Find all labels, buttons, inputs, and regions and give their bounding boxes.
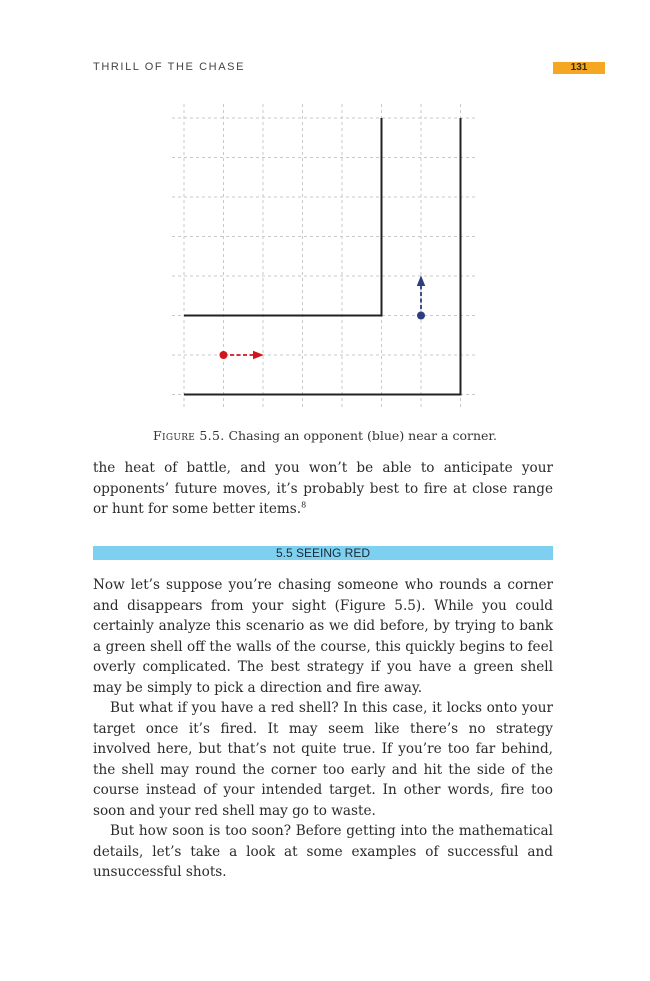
footnote-marker: 8 [301,500,307,510]
body-text [93,575,553,883]
inner-wall [184,118,382,316]
player-marker [220,351,228,359]
figure-corner-chase [160,98,490,418]
figure-caption [0,428,650,443]
continued-paragraph-text: the heat of battle, and you won’t be able to anticipate your opponents’ future moves, it’s probably best to fire at close range or hunt for some better items. [93,460,553,517]
paragraph-2: But what if you have a red shell? In this case, it locks onto your target once it’s fired. It may seem like there’s no strategy involved here, but that’s not quite true. If you’re too far behind, the shell may round the corner too early and hit the side of the course instead of your intended target. In other words, fire too soon and your red shell may go to waste. [93,700,553,819]
section-title: SEEING RED [296,546,371,560]
figure-label: Figure 5.5. [153,428,225,443]
paragraph-1: Now let’s suppose you’re chasing someone who rounds a corner and disappears from your sight (Figure 5.5). While you could certainly analyze this scenario as we did before, by trying to bank a green shell off the walls of the course, this quickly begins to feel overly complicated. The best strategy if you have a green shell may be simply to pick a direction and fire away. [93,577,553,696]
figure-caption-text: Chasing an opponent (blue) near a corner. [228,428,497,443]
running-title: THRILL OF THE CHASE [93,61,246,73]
continued-paragraph [93,458,553,520]
figure-diagram [160,98,490,418]
paragraph-3: But how soon is too soon? Before getting into the mathematical details, let’s take a look at some examples of successful and unsuccessful shots. [93,823,553,880]
opponent-marker [417,312,425,320]
section-heading [93,546,553,560]
page-number: 131 [553,62,605,74]
section-number: 5.5 [275,546,293,560]
